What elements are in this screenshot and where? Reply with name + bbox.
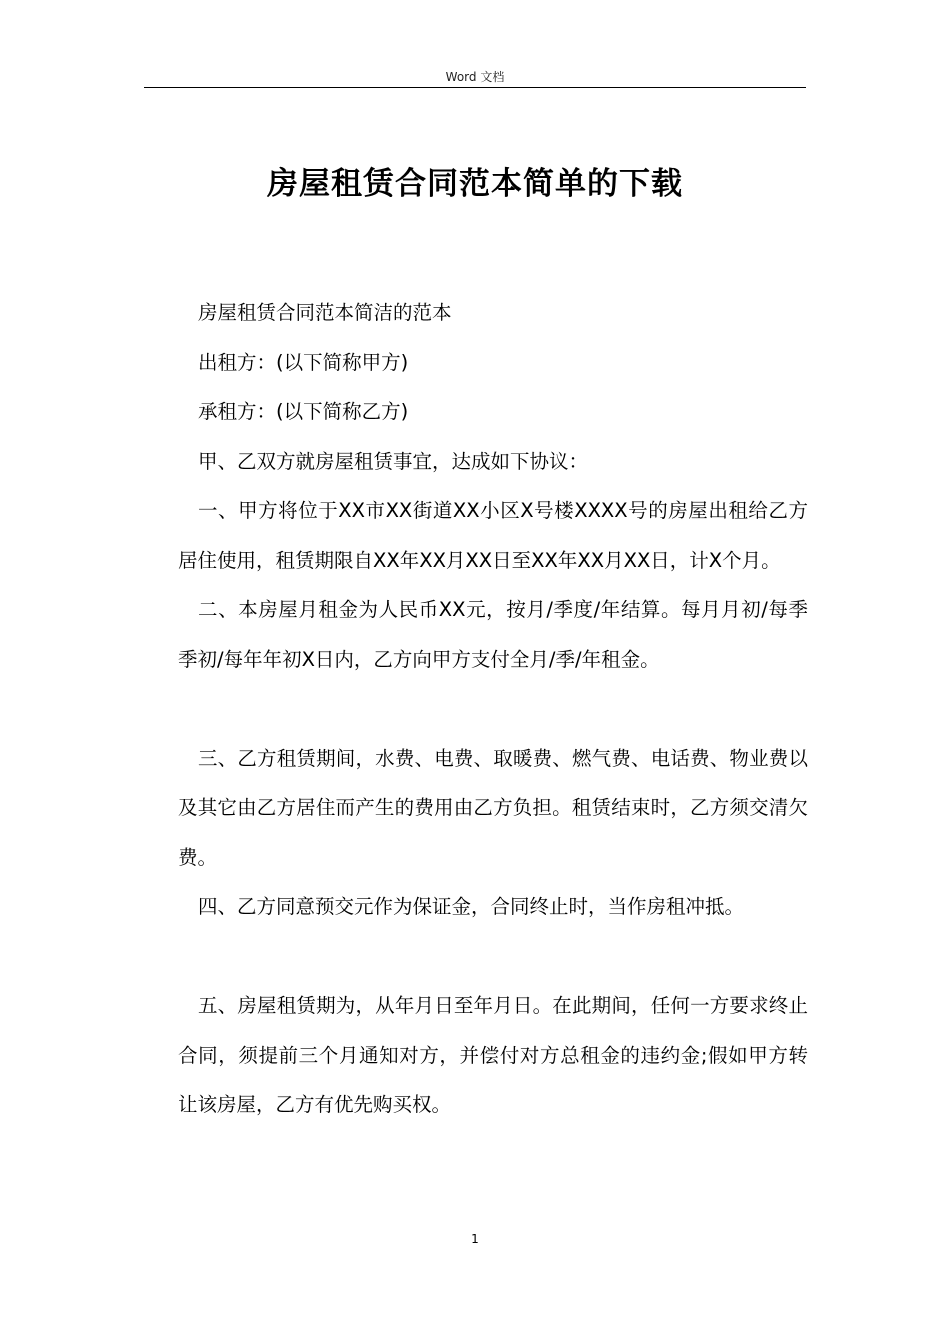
paragraph-clause-2: 二、本房屋月租金为人民币XX元，按月/季度/年结算。每月月初/每季季初/每年年初X日内，乙方向甲方支付全月/季/年租金。: [178, 598, 808, 671]
header-rule: [144, 87, 806, 88]
paragraph-clause-3: 三、乙方租赁期间，水费、电费、取暖费、燃气费、电话费、物业费以及其它由乙方居住而产生的费用由乙方负担。租赁结束时，乙方须交清欠费。: [178, 746, 808, 869]
page-number: 1: [471, 1232, 479, 1246]
paragraph-clause-4: 四、乙方同意预交元作为保证金，合同终止时，当作房租冲抵。: [198, 895, 745, 918]
paragraph-gap: [178, 932, 808, 982]
paragraph-lessor: 出租方：(以下简称甲方): [198, 350, 409, 374]
document-body: [178, 288, 808, 1130]
document-title: 房屋租赁合同范本简单的下载: [267, 166, 683, 202]
paragraph-subtitle: 房屋租赁合同范本简洁的范本: [198, 301, 452, 324]
paragraph-agreement: 甲、乙双方就房屋租赁事宜，达成如下协议：: [198, 449, 589, 473]
paragraph-lessee: 承租方：(以下简称乙方): [198, 400, 409, 423]
paragraph-gap: [178, 684, 808, 734]
paragraph-clause-1: 一、甲方将位于XX市XX街道XX小区X号楼XXXX号的房屋出租给乙方居住使用，租赁期限自XX年XX月XX日至XX年XX月XX日，计X个月。: [178, 499, 808, 572]
paragraph-clause-5: 五、房屋租赁期为，从年月日至年月日。在此期间，任何一方要求终止合同，须提前三个月通知对方，并偿付对方总租金的违约金;假如甲方转让该房屋，乙方有优先购买权。: [178, 994, 808, 1116]
page-header: Word 文档: [445, 70, 505, 84]
